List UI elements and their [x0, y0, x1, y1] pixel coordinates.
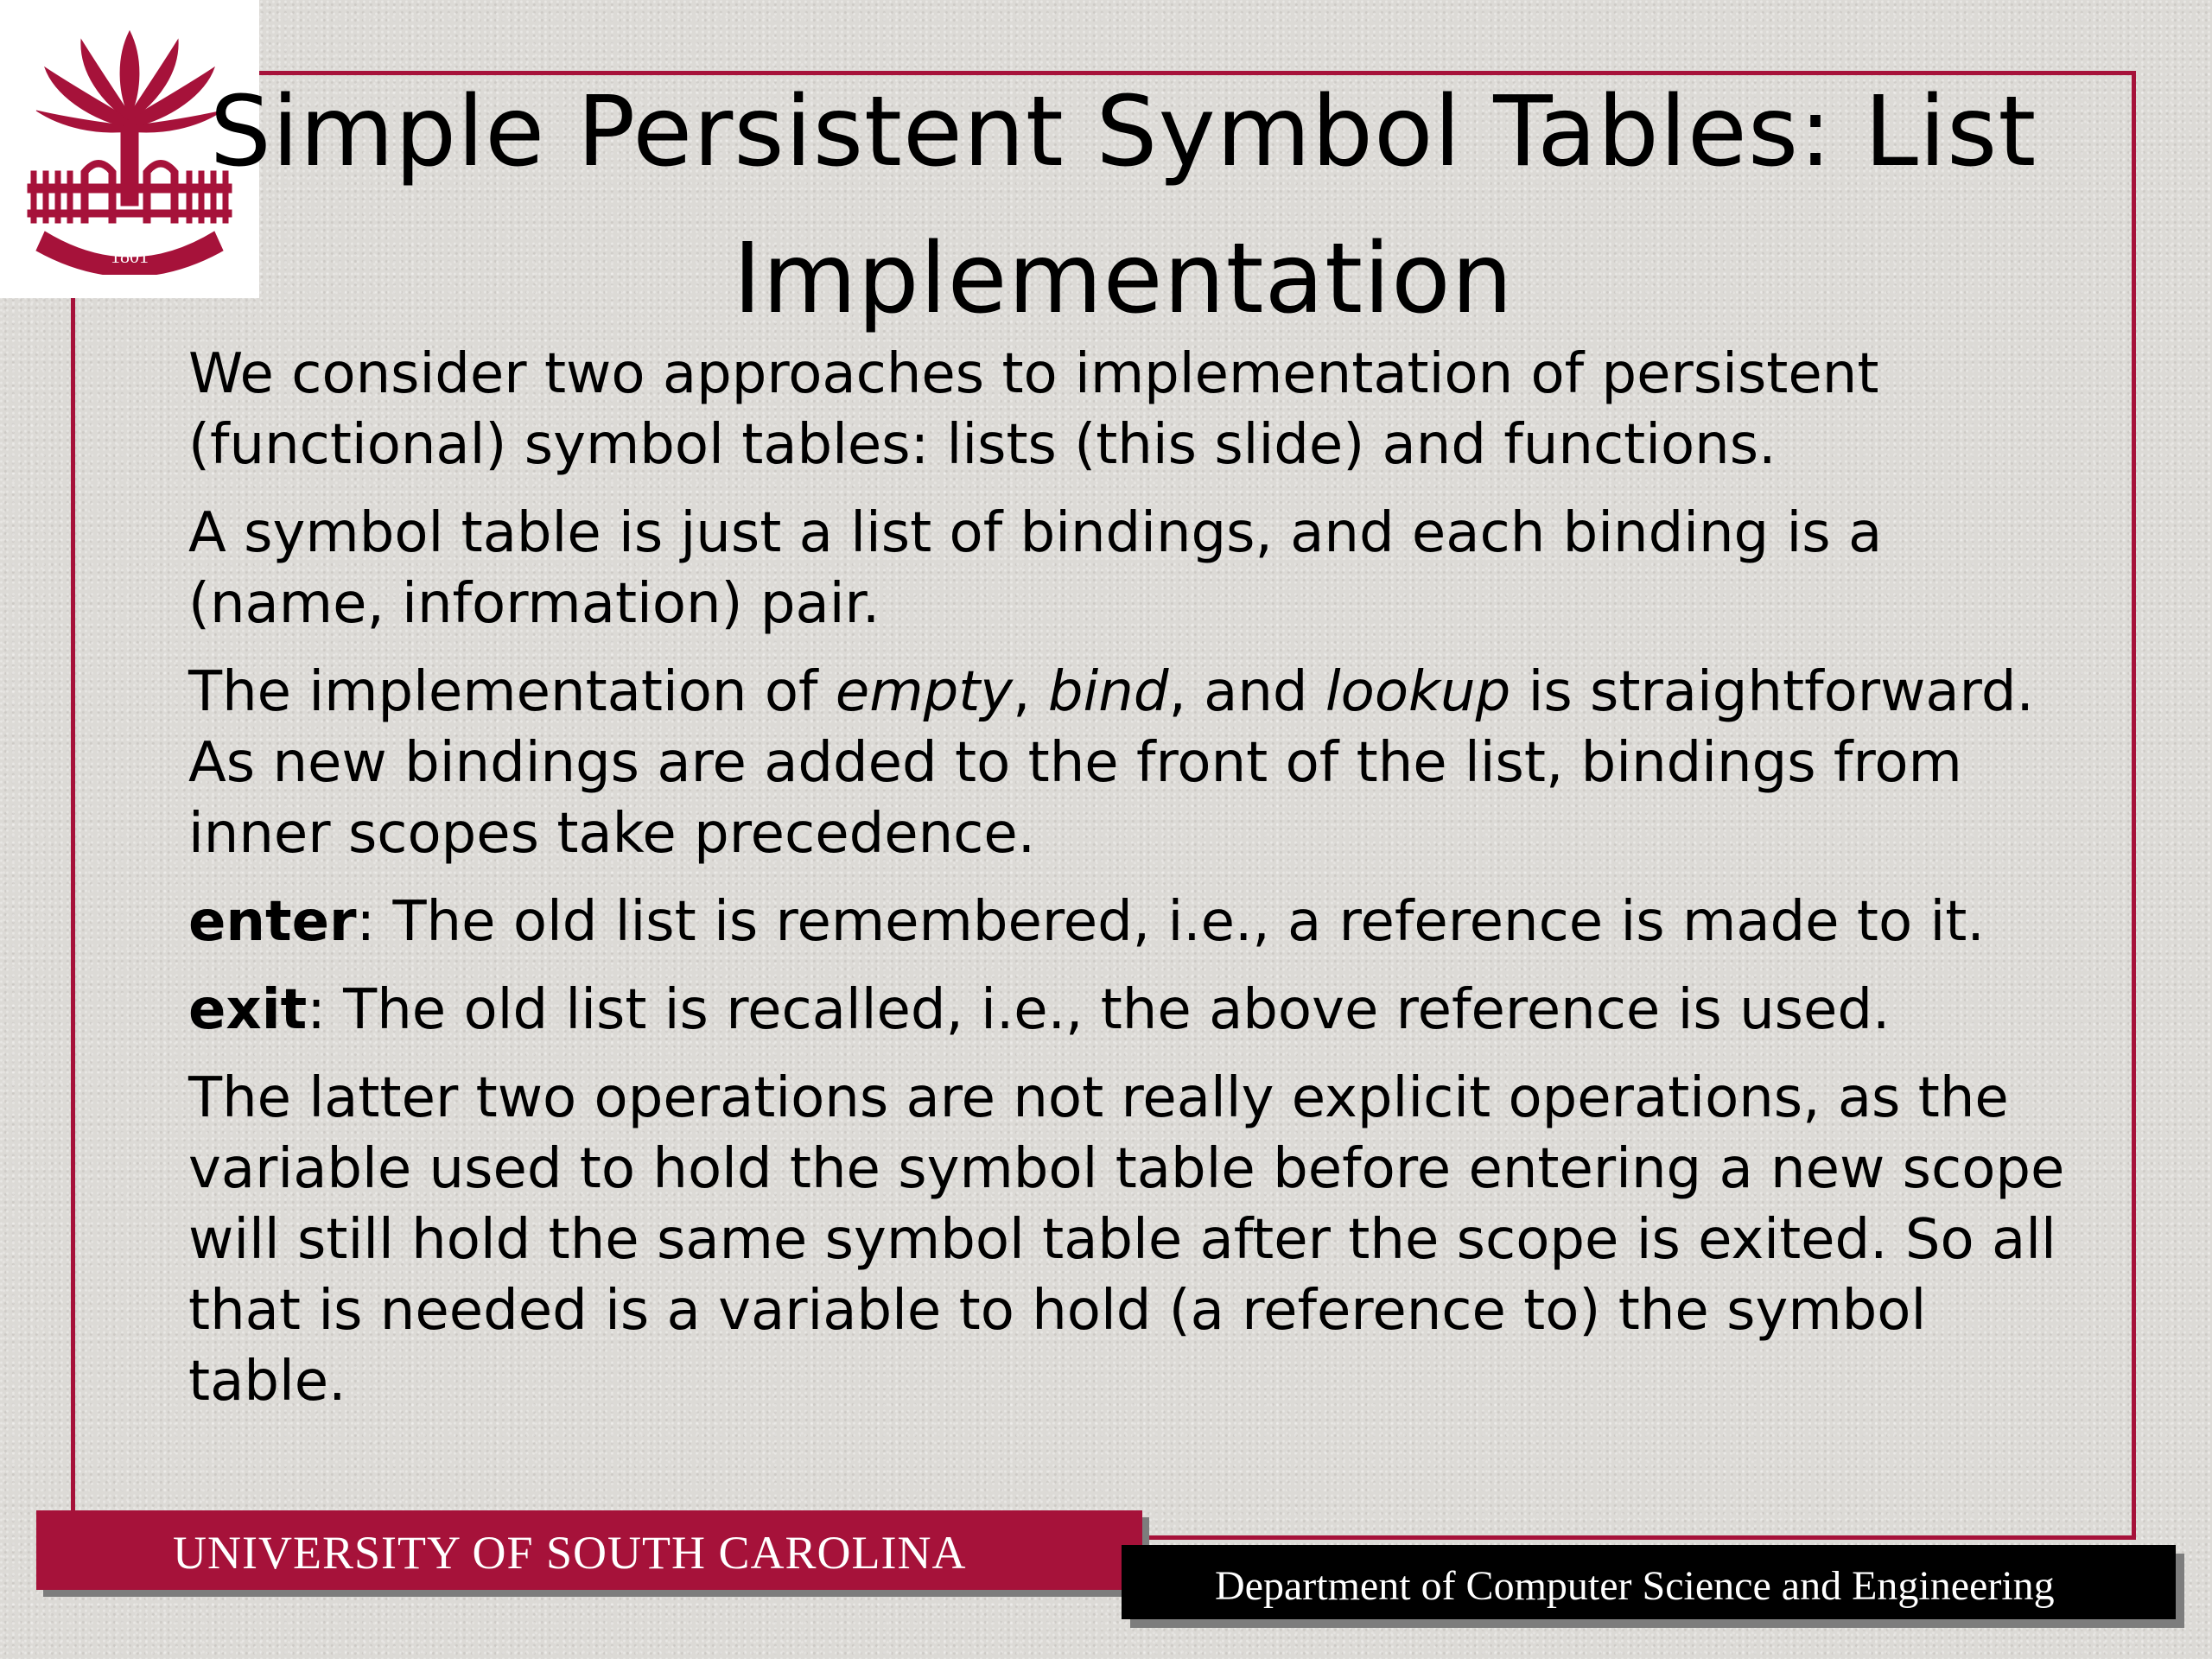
term-enter: enter — [188, 890, 357, 954]
logo-year: 1801 — [111, 245, 149, 267]
department-name: Department of Computer Science and Engineering — [1215, 1563, 2055, 1609]
university-name: UNIVERSITY OF SOUTH CAROLINA — [173, 1527, 967, 1579]
slide-title: Simple Persistent Symbol Tables: List Implementation — [209, 76, 2037, 335]
paragraph-approaches: We consider two approaches to implementation of persistent (functional) symbol tables: lists (this slide) and functions. — [188, 342, 1879, 477]
paragraph-enter — [188, 887, 2089, 957]
department-banner — [1122, 1545, 2176, 1619]
term-bind: bind — [1047, 660, 1169, 724]
paragraph-latter-operations: The latter two operations are not really explicit operations, as the variable used to hold the symbol table before entering a new scope will still hold the same symbol table after the scope is exited. So all that is needed is a variable to hold (a reference to) the symbol table. — [188, 1066, 2065, 1414]
term-empty: empty — [835, 660, 1014, 724]
separator-and: , and — [1168, 660, 1325, 724]
term-exit: exit — [188, 978, 308, 1042]
term-lookup: lookup — [1325, 660, 1511, 724]
exit-description: : The old list is recalled, i.e., the above reference is used. — [307, 978, 1891, 1042]
slide-body — [188, 339, 2089, 1434]
implementation-intro: The implementation of — [188, 660, 836, 724]
paragraph-implementation — [188, 657, 2089, 869]
university-banner — [36, 1510, 1142, 1590]
paragraph-bindings: A symbol table is just a list of bindings, and each binding is a (name, information) pair. — [188, 501, 1883, 636]
implementation-rest: is straightforward. As new bindings are added to the front of the list, bindings from inner scopes take precedence. — [188, 660, 2034, 866]
enter-description: : The old list is remembered, i.e., a reference is made to it. — [356, 890, 1985, 954]
paragraph-exit — [188, 975, 2089, 1046]
separator-comma: , — [1013, 660, 1048, 724]
